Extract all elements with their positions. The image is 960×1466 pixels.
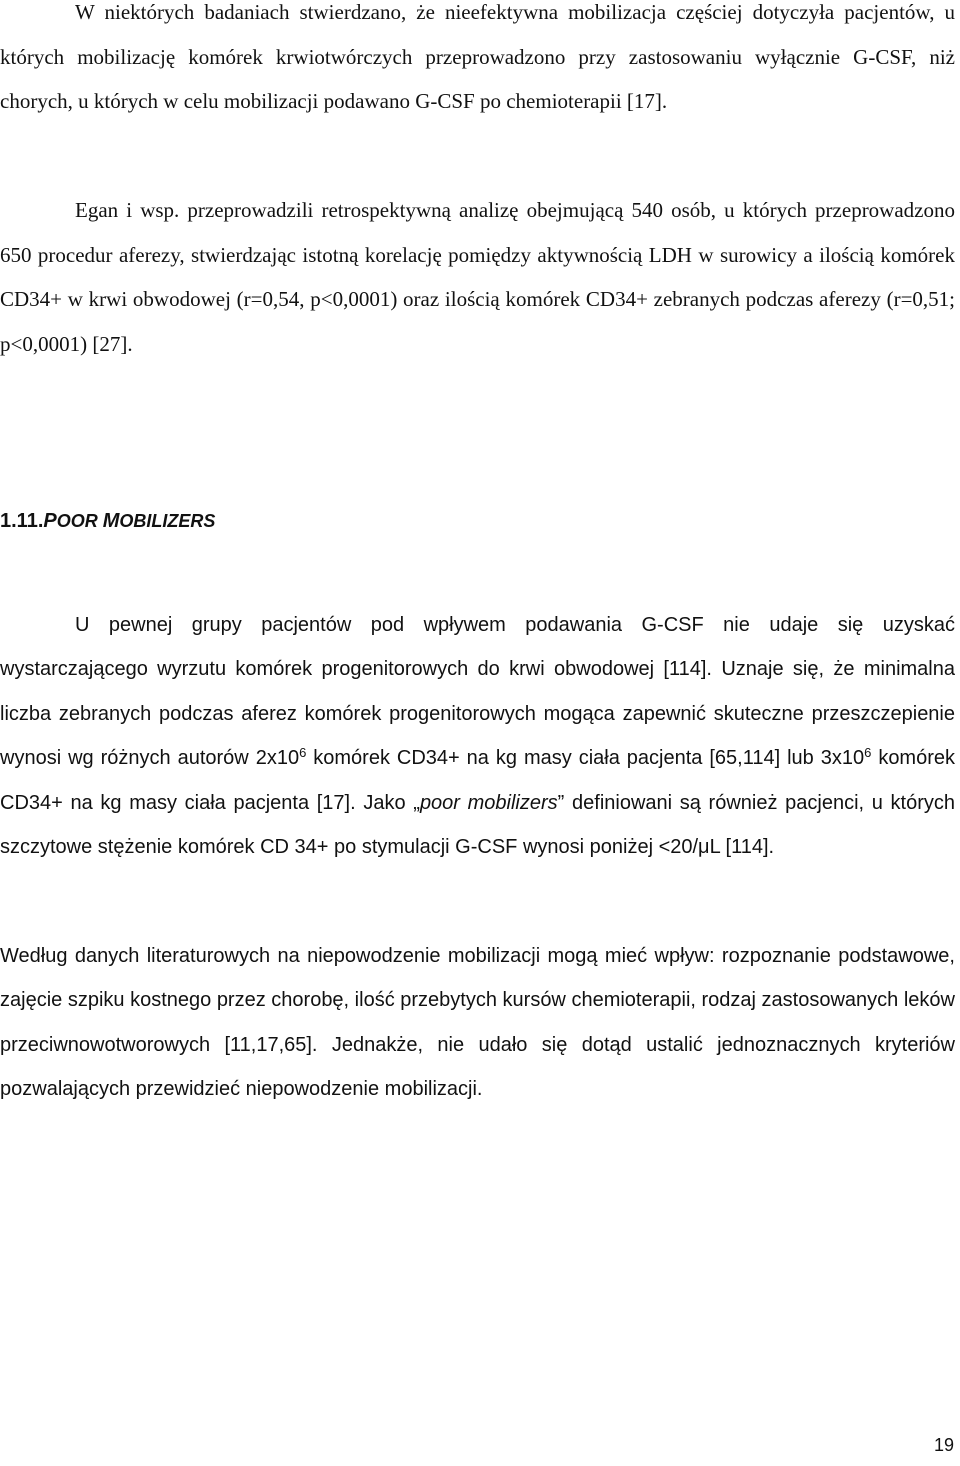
paragraph-egan-study: Egan i wsp. przeprowadzili retrospektywną analizę obejmującą 540 osób, u których przeprowadzono 650 procedur aferezy, stwierdzając istotną korelację pomiędzy aktywnością LDH w surowicy a ilością komórek CD34+ w krwi obwodowej (r=0,54, p<0,0001) oraz ilością komórek CD34+ zebranych podczas aferezy (r=0,51; p<0,0001) [27]. — [0, 198, 955, 356]
paragraph-mobilization-g-csf: W niektórych badaniach stwierdzano, że nieefektywna mobilizacja częściej dotyczyła pacjentów, u których mobilizację komórek krwiotwórczych przeprowadzono przy zastosowaniu wyłącznie G-CSF, niż chorych, u których w celu mobilizacji podawano G-CSF po chemioterapii [17]. — [0, 0, 955, 113]
paragraph-poor-mobilizers-definition: U pewnej grupy pacjentów pod wpływem podawania G-CSF nie udaje się uzyskać wystarczającego wyrzutu komórek progenitorowych do krwi obwodowej [114]. Uznaje się, że minimalna liczba zebranych podczas aferez komórek progenitorowych mogąca zapewnić skuteczne przeszczepienie wynosi wg różnych autorów $2x10^6$ komórek CD34+ na kg masy ciała pacjenta [65,114] lub $3x10^6$ komórek CD34+ na kg masy ciała pacjenta [17]. Jako „poor mobilizers” definiowani są również pacjenci, u których szczytowe stężenie komórek CD 34+ po stymulacji G-CSF wynosi poniżej <20/μL [114]. — [0, 614, 956, 859]
section-title: POOR MOBILIZERS — [43, 510, 216, 532]
italic-term: poor mobilizers — [419, 791, 558, 814]
section-heading — [0, 506, 215, 536]
paragraph-mobilization-failure-factors: Według danych literaturowych na niepowodzenie mobilizacji mogą mieć wpływ: rozpoznanie podstawowe, zajęcie szpiku kostnego przez chorobę, ilość przebytych kursów chemioterapii, rodzaj zastosowanych leków przeciwnowotworowych [11,17,65]. Jednakże, nie udało się dotąd ustalić jednoznacznych kryteriów pozwalających przewidzieć niepowodzenie mobilizacji. — [0, 945, 955, 1101]
section-number: 1.11. — [0, 510, 44, 532]
page-number: 19 — [933, 1435, 954, 1455]
